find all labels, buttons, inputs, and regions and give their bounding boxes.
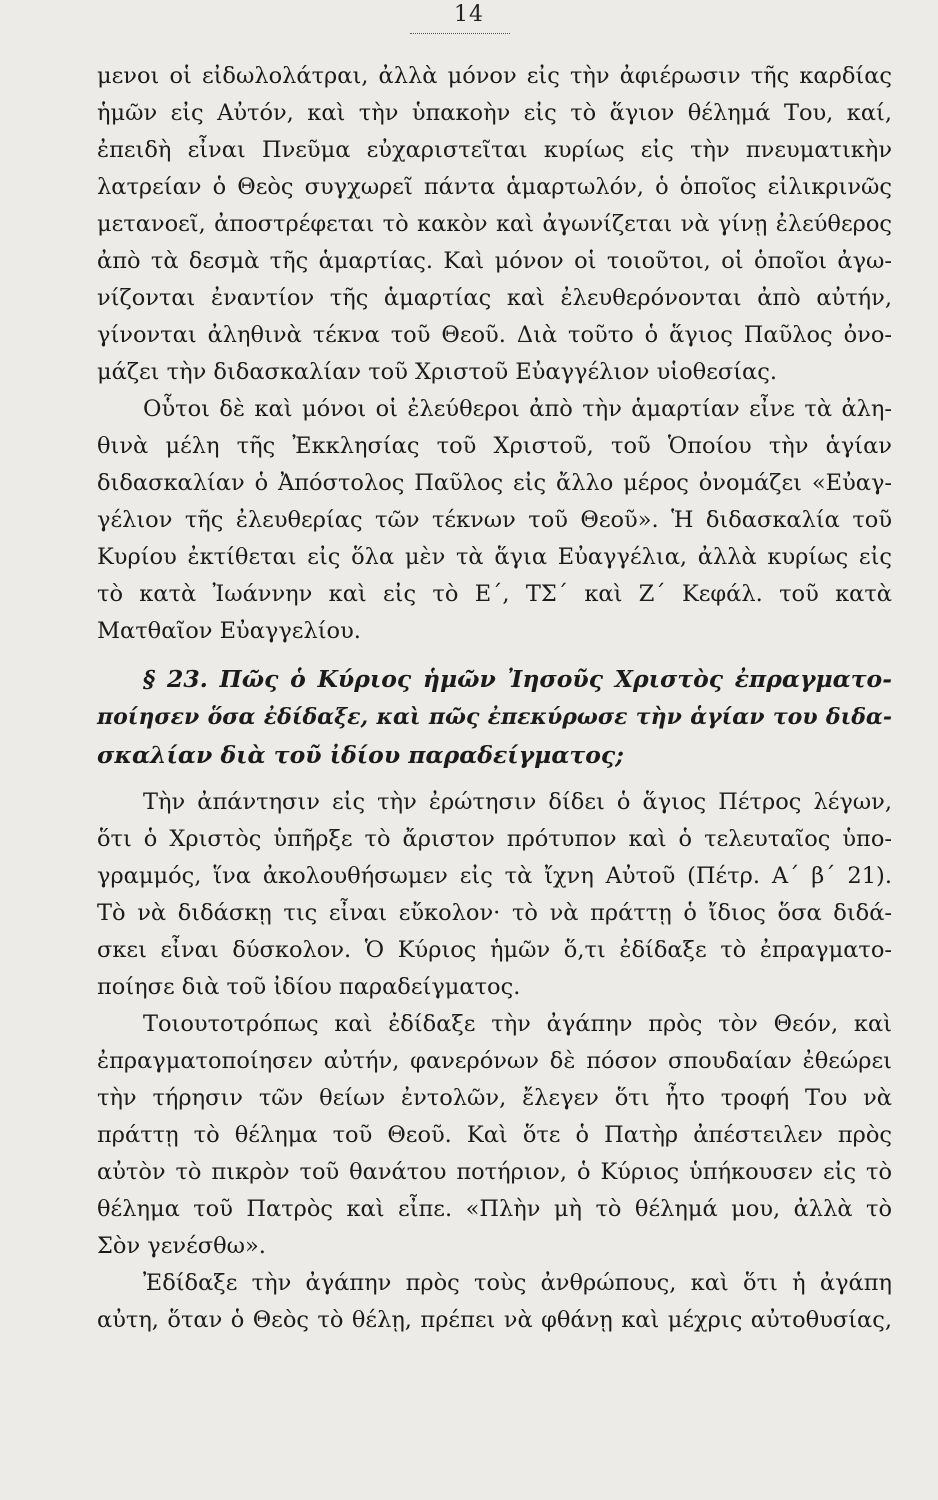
text-line: αὐτὸν τὸ πικρὸν τοῦ θανάτου ποτήριον, ὁ Κύριος ὑπήκουσεν εἰς τὸ [97, 1159, 892, 1185]
text-line: λατρείαν ὁ Θεὸς συγχωρεῖ πάντα ἁμαρτωλόν, ὁ ὁποῖος εἰλικρινῶς [97, 174, 892, 200]
page-number-rule [410, 33, 510, 34]
text-line: ἐπραγματοποίησεν αὐτήν, φανερόνων δὲ πόσον σπουδαίαν ἐθεώρει [97, 1048, 892, 1074]
text-line: ἀπὸ τὰ δεσμὰ τῆς ἁμαρτίας. Καὶ μόνον οἱ τοιοῦτοι, οἱ ὁποῖοι ἀγω- [97, 248, 892, 274]
text-line: μενοι οἱ εἰδωλολάτραι, ἀλλὰ μόνον εἰς τὴν ἀφιέρωσιν τῆς καρδίας [97, 63, 892, 89]
text-line: σκει εἶναι δύσκολον. Ὁ Κύριος ἡμῶν ὅ,τι ἐδίδαξε τὸ ἐπραγματο- [97, 937, 892, 963]
text-line: γραμμός, ἵνα ἀκολουθήσωμεν εἰς τὰ ἴχνη Αὐτοῦ (Πέτρ. Α΄ β΄ 21). [97, 863, 892, 889]
section-heading [97, 660, 892, 774]
text-line: Κυρίου ἐκτίθεται εἰς ὅλα μὲν τὰ ἅγια Εὐαγγέλια, ἀλλὰ κυρίως εἰς [97, 544, 892, 570]
text-line: γέλιον τῆς ἐλευθερίας τῶν τέκνων τοῦ Θεοῦ». Ἡ διδασκαλία τοῦ [97, 507, 892, 533]
paragraph-2 [97, 391, 892, 650]
paragraph-4 [97, 1006, 892, 1265]
text-line: θινὰ μέλη τῆς Ἐκκλησίας τοῦ Χριστοῦ, τοῦ Ὁποίου τὴν ἁγίαν [97, 433, 892, 459]
text-line: τὴν τήρησιν τῶν θείων ἐντολῶν, ἔλεγεν ὅτι ἦτο τροφή Του νὰ [97, 1085, 892, 1111]
heading-line: § 23. Πῶς ὁ Κύριος ἡμῶν Ἰησοῦς Χριστὸς ἐπραγματο- [143, 665, 892, 693]
text-line: αὐτη, ὅταν ὁ Θεὸς τὸ θέλῃ, πρέπει νὰ φθάνῃ καὶ μέχρις αὐτοθυσίας, [97, 1307, 892, 1333]
text-line: Ἐδίδαξε τὴν ἀγάπην πρὸς τοὺς ἀνθρώπους, καὶ ὅτι ἡ ἀγάπη [143, 1270, 892, 1296]
text-line: Οὗτοι δὲ καὶ μόνοι οἱ ἐλεύθεροι ἀπὸ τὴν ἁμαρτίαν εἶνε τὰ ἀλη- [143, 396, 892, 422]
text-line: ὅτι ὁ Χριστὸς ὑπῆρξε τὸ ἄριστον πρότυπον καὶ ὁ τελευταῖος ὑπο- [97, 826, 892, 852]
text-line: Τὴν ἀπάντησιν εἰς τὴν ἐρώτησιν δίδει ὁ ἅγιος Πέτρος λέγων, [143, 789, 892, 815]
text-line: πράττῃ τὸ θέλημα τοῦ Θεοῦ. Καὶ ὅτε ὁ Πατὴρ ἀπέστειλεν πρὸς [97, 1122, 892, 1148]
text-line: Τὸ νὰ διδάσκῃ τις εἶναι εὔκολον· τὸ νὰ πράττῃ ὁ ἴδιος ὅσα διδά- [97, 900, 892, 926]
text-line: τὸ κατὰ Ἰωάννην καὶ εἰς τὸ Ε΄, ΤΣ΄ καὶ Ζ΄ Κεφάλ. τοῦ κατὰ [97, 581, 892, 607]
text-line: διδασκαλίαν ὁ Ἀπόστολος Παῦλος εἰς ἄλλο μέρος ὀνομάζει «Εὐαγ- [97, 470, 892, 496]
paragraph-3 [97, 784, 892, 1006]
text-line: μετανοεῖ, ἀποστρέφεται τὸ κακὸν καὶ ἀγωνίζεται νὰ γίνῃ ἐλεύθερος [97, 211, 892, 237]
text-line: γίνονται ἀληθινὰ τέκνα τοῦ Θεοῦ. Διὰ τοῦτο ὁ ἅγιος Παῦλος ὀνο- [97, 322, 892, 348]
heading-line: σκαλίαν διὰ τοῦ ἰδίου παραδείγματος; [97, 741, 624, 769]
text-line: νίζονται ἐναντίον τῆς ἁμαρτίας καὶ ἐλευθερόνονται ἀπὸ αὐτήν, [97, 285, 892, 311]
text-line: ἡμῶν εἰς Αὐτόν, καὶ τὴν ὑπακοὴν εἰς τὸ ἅγιον θέλημά Του, καί, [97, 100, 892, 126]
text-line: Ματθαῖον Εὐαγγελίου. [97, 618, 361, 644]
text-line: Σὸν γενέσθω». [97, 1233, 266, 1259]
text-line: ἐπειδὴ εἶναι Πνεῦμα εὐχαριστεῖται κυρίως εἰς τὴν πνευματικὴν [97, 137, 892, 163]
page-body [97, 58, 892, 1339]
paragraph-1 [97, 58, 892, 391]
text-line: ποίησε διὰ τοῦ ἰδίου παραδείγματος. [97, 974, 521, 1000]
text-line: μάζει τὴν διδασκαλίαν τοῦ Χριστοῦ Εὐαγγέλιον υἱοθεσίας. [97, 359, 777, 385]
text-line: θέλημα τοῦ Πατρὸς καὶ εἶπε. «Πλὴν μὴ τὸ θέλημά μου, ἀλλὰ τὸ [97, 1196, 892, 1222]
text-line: Τοιουτοτρόπως καὶ ἐδίδαξε τὴν ἀγάπην πρὸς τὸν Θεόν, καὶ [143, 1011, 892, 1037]
heading-line: ποίησεν ὅσα ἐδίδαξε, καὶ πῶς ἐπεκύρωσε τὴν ἁγίαν του διδα- [97, 704, 892, 730]
paragraph-5 [97, 1265, 892, 1339]
page-number: 14 [454, 2, 484, 27]
